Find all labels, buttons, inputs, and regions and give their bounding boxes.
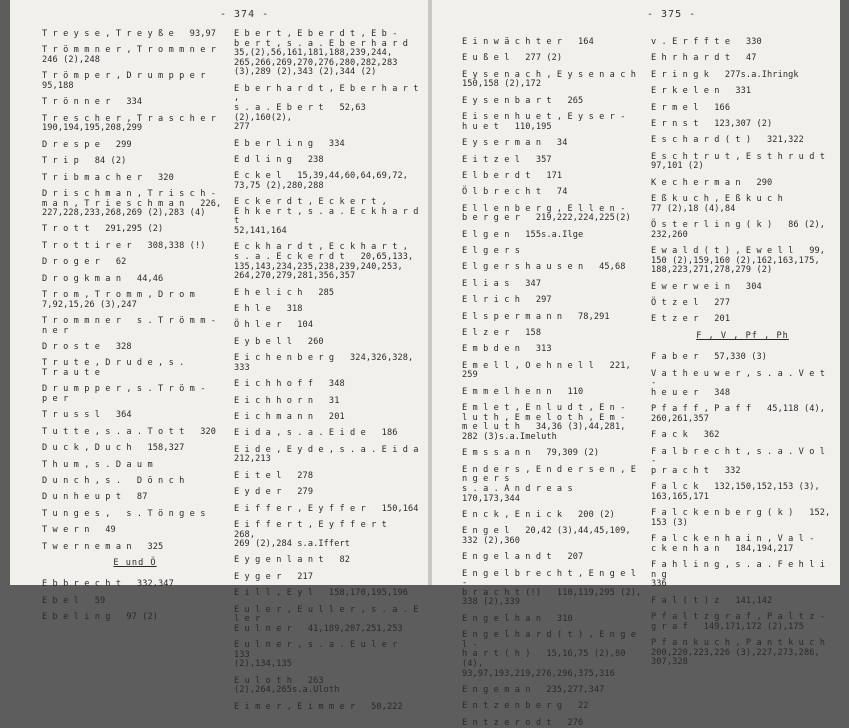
index-entry: E b e l i n g 97 (2) — [42, 612, 159, 623]
index-entry: E i t e l 278 — [234, 470, 314, 481]
index-entry: E i c h h o r n 31 — [234, 395, 340, 406]
index-entry: E y g e r 217 — [234, 571, 314, 582]
index-entry: E n t z e r o d t 276 — [462, 717, 584, 728]
left-page — [10, 0, 428, 712]
index-entry: F a l c k e n b e r g ( k ) 152, 153 (3) — [651, 508, 831, 528]
index-entry: D r o g k m a n 44,46 — [42, 273, 164, 284]
section-heading-e: E und Ö — [113, 557, 157, 568]
index-entry: E i s e n h u e t , E y s e r - h u e t 110,195 — [462, 112, 626, 132]
index-entry: E y s e n b a r t 265 — [462, 95, 584, 106]
index-entry: E i c h e n b e r g 324,326,328, 333 — [234, 353, 414, 373]
index-entry: E n g e l b r e c h t , E n g e l - b r a c h t (!) 110,119,295 (2), 338 (2),339 — [462, 568, 642, 608]
index-entry: E n g e m a n 235,277,347 — [462, 685, 605, 696]
index-entry: T r u s s l 364 — [42, 410, 132, 421]
index-entry: E n d e r s , E n d e r s e n , E n g e r s s . a . A n d r e a s 170,173,344 — [462, 464, 637, 504]
index-entry: E l g e r s — [462, 246, 521, 257]
index-entry: v . E r f f t e 330 — [651, 37, 762, 47]
index-entry: D u n c h , s . D ö n c h — [42, 475, 185, 486]
index-entry: T r e s c h e r , T r a s c h e r 190,194,195,208,299 — [42, 113, 217, 134]
index-entry: F a b e r 57,330 (3) — [651, 352, 768, 363]
index-entry: T r i b m a c h e r 320 — [42, 172, 174, 183]
index-entry: E w a l d ( t ) , E w e l l 99, 150 (2),159,160 (2),162,163,175, 188,223,271,278,279 (2) — [651, 246, 826, 276]
index-entry: T r o m , T r o m m , D r o m 7,92,15,26 (3),247 — [42, 290, 195, 310]
index-entry: E t z e r 201 — [651, 314, 731, 325]
right-page — [432, 0, 840, 728]
index-entry: F a l ( t ) z 141,142 — [651, 595, 773, 606]
index-entry: E i l l , E y l 158,170,195,196 — [234, 588, 409, 599]
index-entry: E r i n g k 277s.a.Ihringk — [651, 69, 799, 80]
index-entry: E n g e l 20,42 (3),44,45,109, 332 (2),360 — [462, 526, 631, 546]
index-entry: E i n w ä c h t e r 164 — [462, 37, 594, 47]
index-entry: E l i a s 347 — [462, 278, 542, 289]
index-entry: T r o t t i r e r 308,338 (!) — [42, 240, 206, 251]
index-entry: E b e l 59 — [42, 595, 106, 606]
index-entry: E b e r t , E b e r d t , E b - b e r t , s . a . E b e r h a r d 35,(2),56,161,181,188,239,244, 265,266,269,270,276,280,282,283 (3),289 (2),343 (2),344 (2) — [234, 29, 409, 78]
index-entry: E l g e r s h a u s e n 45,68 — [462, 262, 626, 273]
index-entry: P f a n k u c h , P a n t k u c h 200,220,223,226 (3),227,273,286, 307,328 — [651, 638, 826, 668]
index-entry: E u l e r , E u l l e r , s . a . E l e r E u l n e r 41,189,207,251,253 — [234, 604, 419, 634]
index-entry: T r u t e , D r u d e , s . T r a u t e — [42, 358, 185, 378]
index-entry: E n t z e n b e r g 22 — [462, 701, 589, 712]
index-entry: E m l e t , E n l u d t , E n - l u t h , E m e l o t h , E m - m e l u t h 34,36 (3),44,281, 282 (3)s.a.Imeluth — [462, 403, 626, 442]
index-entry: T u n g e s , s . T ö n g e s — [42, 508, 206, 519]
index-entry: E l b e r d t 171 — [462, 170, 563, 181]
index-entry: Ö l b r e c h t 74 — [462, 187, 568, 198]
index-entry: K e c h e r m a n 290 — [651, 177, 773, 188]
index-entry: E r n s t 123,307 (2) — [651, 118, 773, 129]
left-column-1 — [42, 29, 228, 623]
index-entry: E i f f e r t , E y f f e r t 268, 269 (2),284 s.a.Iffert — [234, 519, 387, 550]
index-entry: E y s e r m a n 34 — [462, 138, 568, 149]
index-entry: T r ö n n e r 334 — [42, 97, 143, 108]
index-entry: E b b r e c h t 332,347 — [42, 579, 174, 590]
index-entry: Ö h l e r 104 — [234, 320, 314, 331]
section-heading-f: F , V , Pf , Ph — [696, 330, 789, 341]
index-entry: E l g e n 155s.a.Ilge — [462, 229, 584, 240]
index-entry: E l s p e r m a n n 78,291 — [462, 311, 610, 322]
index-entry: E u ß e l 277 (2) — [462, 53, 563, 64]
index-entry: D r o s t e 328 — [42, 342, 132, 353]
index-entry: E i d a , s . a . E i d e 186 — [234, 428, 398, 439]
index-entry: E h r h a r d t 47 — [651, 53, 757, 64]
index-entry: E l z e r 158 — [462, 328, 542, 339]
index-entry: E h l e 318 — [234, 304, 303, 315]
index-entry: E c k e r d t , E c k e r t , E h k e r t , s . a . E c k h a r d t 52,141,164 — [234, 197, 419, 237]
right-column-1 — [462, 37, 645, 728]
index-entry: E i m e r , E i m m e r 50,222 — [234, 701, 403, 712]
index-entry: E m b d e n 313 — [462, 344, 552, 355]
index-entry: T r e y s e , T r e y ß e 93,97 — [42, 29, 217, 39]
index-entry: E b e r h a r d t , E b e r h a r t , s . a . E b e r t 52,63 (2),160(2), 277 — [234, 83, 419, 133]
index-entry: Ö s t e r l i n g ( k ) 86 (2), 232,260 — [651, 220, 826, 240]
index-entry: D r i s c h m a n , T r i s c h - m a n , T r i e s c h m a n 226, 227,228,233,268,269 (2),283 (4) — [42, 188, 222, 219]
index-entry: E s c h a r d ( t ) 321,322 — [651, 135, 804, 146]
index-entry: F a c k 362 — [651, 430, 720, 441]
index-entry: D r u m p p e r , s . T r ö m - p e r — [42, 384, 206, 404]
index-entry: T w e r n e m a n 325 — [42, 541, 164, 552]
index-entry: E i d e , E y d e , s . a . E i d a 212,213 — [234, 444, 419, 465]
index-entry: E m e l l , O e h n e l l 221, 259 — [462, 360, 631, 381]
index-entry: E d l i n g 238 — [234, 154, 324, 165]
index-entry: E u l n e r , s . a . E u l e r 133 (2),134,135 — [234, 640, 398, 670]
index-entry: E h e l i c h 285 — [234, 287, 335, 298]
index-entry: E l r i c h 297 — [462, 295, 552, 306]
index-entry: E w e r w e i n 304 — [651, 281, 762, 292]
index-entry: E c k h a r d t , E c k h a r t , s . a . E c k e r d t 20,65,133, 135,143,234,235,238,239,240,253, 264,270,279,281,356,357 — [234, 242, 414, 282]
index-entry: Ö t z e l 277 — [651, 298, 731, 309]
index-entry: T h u m , s . D a u m — [42, 459, 153, 470]
index-entry: E y b e l l 260 — [234, 336, 324, 347]
index-entry: E i f f e r , E y f f e r 150,164 — [234, 503, 419, 514]
index-entry: E i c h h o f f 348 — [234, 379, 345, 390]
index-entry: T r o m m n e r s . T r ö m m - n e r — [42, 316, 217, 336]
index-entry: E l l e n b e r g , E l l e n - b e r g e r 219,222,224,225(2) — [462, 203, 631, 224]
index-entry: E y s e n a c h , E y s e n a c h 150,158 (2),172 — [462, 69, 637, 90]
index-entry: E n c k , E n i c k 200 (2) — [462, 509, 615, 520]
index-entry: V a t h e u w e r , s . a . V e t - h e u e r 348 — [651, 368, 826, 398]
index-entry: F a h l i n g , s . a . F e h l i n g 336 — [651, 560, 826, 590]
index-entry: F a l c k 132,150,152,153 (3), 163,165,171 — [651, 482, 820, 502]
index-entry: T w e r n 49 — [42, 525, 116, 536]
index-entry: F a l c k e n h a i n , V a l - c k e n h a n 184,194,217 — [651, 534, 815, 554]
index-entry: E i c h m a n n 201 — [234, 411, 345, 422]
index-entry: E n g e l h a r d ( t ) , E n g e l - h a r t ( h ) 15,16,75 (2),80 (4), 93,97,193,219,276,296,375,316 — [462, 630, 637, 679]
index-entry: T u t t e , s . a . T o t t 320 — [42, 426, 217, 437]
index-entry: E r k e l e n 331 — [651, 86, 752, 97]
index-entry: P f a f f , P a f f 45,118 (4), 260,261,357 — [651, 404, 826, 424]
index-entry: E i t z e l 357 — [462, 154, 552, 165]
index-entry: E r m e l 166 — [651, 102, 731, 113]
index-entry: D u n h e u p t 87 — [42, 492, 148, 503]
left-column-2 — [234, 29, 420, 712]
index-entry: D r o g e r 62 — [42, 257, 127, 268]
index-entry: E n g e l h a n 310 — [462, 613, 573, 624]
index-entry: P f a l t z g r a f , P a l t z - g r a f 149,171,172 (2),175 — [651, 612, 826, 632]
index-entry: E b e r l i n g 334 — [234, 138, 345, 149]
index-entry: F a l b r e c h t , s . a . V o l - p r a c h t 332 — [651, 446, 826, 476]
index-entry: E ß k u c h , E ß k u c h 77 (2),18 (4),84 — [651, 194, 783, 214]
page-number-right: - 375 - — [647, 9, 697, 20]
index-entry: T r ö m m n e r , T r o m m n e r 246 (2),248 — [42, 45, 217, 65]
index-entry: E u l o t h 263 (2),264,265s.a.Uloth — [234, 675, 340, 696]
index-entry: T r ö m p e r , D r u m p p e r 95,188 — [42, 71, 206, 91]
index-entry: E m s s a n n 79,309 (2) — [462, 448, 600, 459]
index-entry: T r o t t 291,295 (2) — [42, 224, 164, 235]
index-entry: E c k e l 15,39,44,60,64,69,72, 73,75 (2),280,288 — [234, 171, 409, 191]
page-number-left: - 374 - — [220, 9, 270, 20]
index-entry: E y g e n l a n t 82 — [234, 555, 351, 566]
index-entry: D r e s p e 299 — [42, 139, 132, 150]
index-entry: E m m e l h e n n 110 — [462, 386, 584, 397]
right-column-2 — [651, 37, 834, 668]
index-entry: E n g e l a n d t 207 — [462, 552, 584, 563]
index-entry: E y d e r 279 — [234, 487, 314, 498]
index-entry: E s c h t r u t , E s t h r u d t 97,101 (2) — [651, 151, 826, 172]
index-entry: D u c k , D u c h 158,327 — [42, 443, 185, 454]
index-entry: T r i p 84 (2) — [42, 156, 127, 167]
